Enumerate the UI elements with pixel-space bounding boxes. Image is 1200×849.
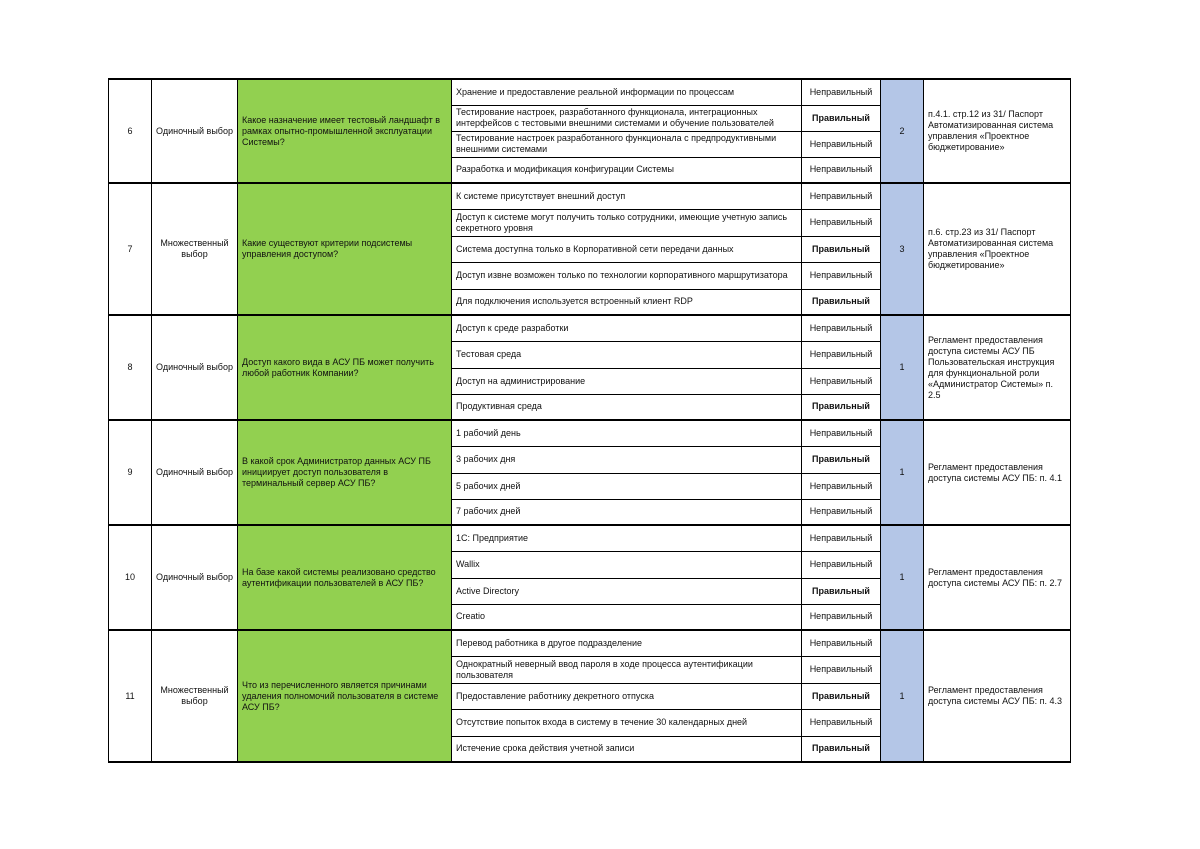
question-text: В какой срок Администратор данных АСУ ПБ инициирует доступ пользователя в терминальный сервер АСУ ПБ? (238, 420, 452, 525)
question-type: Множественный выбор (152, 183, 238, 315)
answer-result: Неправильный (802, 157, 881, 183)
answer-result: Неправильный (802, 656, 881, 683)
answer-text: Active Directory (452, 578, 802, 604)
question-type: Одиночный выбор (152, 420, 238, 525)
answer-text: Creatio (452, 604, 802, 630)
answer-text: 7 рабочих дней (452, 499, 802, 525)
question-number: 7 (109, 183, 152, 315)
answer-result: Неправильный (802, 630, 881, 656)
answer-text: 5 рабочих дней (452, 473, 802, 499)
question-number: 11 (109, 630, 152, 762)
answer-result: Неправильный (802, 604, 881, 630)
answer-result: Неправильный (802, 551, 881, 578)
correct-count: 3 (881, 183, 924, 315)
answer-text: Доступ извне возможен только по технологии корпоративного маршрутизатора (452, 262, 802, 289)
question-text: Какое назначение имеет тестовый ландшафт в рамках опытно-промышленной эксплуатации Системы? (238, 79, 452, 183)
answer-text: Тестовая среда (452, 341, 802, 368)
answer-result: Неправильный (802, 315, 881, 341)
answer-result: Неправильный (802, 368, 881, 394)
question-number: 6 (109, 79, 152, 183)
answer-result: Правильный (802, 289, 881, 315)
correct-count: 1 (881, 630, 924, 762)
answer-result: Неправильный (802, 262, 881, 289)
question-source: Регламент предоставления доступа системы АСУ ПБ: п. 2.7 (924, 525, 1071, 630)
answer-result: Неправильный (802, 525, 881, 551)
answer-text: Доступ к среде разработки (452, 315, 802, 341)
question-number: 10 (109, 525, 152, 630)
question-type: Множественный выбор (152, 630, 238, 762)
answer-text: Тестирование настроек разработанного функционала с предпродуктивными внешними системами (452, 131, 802, 157)
question-source: Регламент предоставления доступа системы АСУ ПБ Пользовательская инструкция для функциональной роли «Администратор Системы» п. 2.5 (924, 315, 1071, 420)
answer-result: Правильный (802, 736, 881, 762)
answer-result: Правильный (802, 683, 881, 709)
answer-result: Неправильный (802, 79, 881, 105)
answer-row (109, 315, 1071, 341)
correct-count: 1 (881, 315, 924, 420)
answer-text: Для подключения используется встроенный клиент RDP (452, 289, 802, 315)
answer-text: Перевод работника в другое подразделение (452, 630, 802, 656)
question-text: Доступ какого вида в АСУ ПБ может получить любой работник Компании? (238, 315, 452, 420)
answer-result: Неправильный (802, 341, 881, 368)
question-source: Регламент предоставления доступа системы АСУ ПБ: п. 4.3 (924, 630, 1071, 762)
question-type: Одиночный выбор (152, 79, 238, 183)
question-source: п.4.1. стр.12 из 31/ Паспорт Автоматизированная система управления «Проектное бюджетирование» (924, 79, 1071, 183)
question-text: Какие существуют критерии подсистемы управления доступом? (238, 183, 452, 315)
answer-text: 1С: Предприятие (452, 525, 802, 551)
answer-row (109, 183, 1071, 209)
answer-result: Правильный (802, 446, 881, 473)
question-number: 9 (109, 420, 152, 525)
answer-result: Неправильный (802, 183, 881, 209)
answer-text: Доступ на администрирование (452, 368, 802, 394)
question-type: Одиночный выбор (152, 525, 238, 630)
answer-result: Правильный (802, 394, 881, 420)
answer-result: Неправильный (802, 709, 881, 736)
correct-count: 1 (881, 420, 924, 525)
answer-text: Тестирование настроек, разработанного функционала, интеграционных интерфейсов с тестовыми внешними системами и обучение пользователей (452, 105, 802, 131)
answer-row (109, 420, 1071, 446)
correct-count: 1 (881, 525, 924, 630)
answer-text: Wallix (452, 551, 802, 578)
answer-text: К системе присутствует внешний доступ (452, 183, 802, 209)
answer-text: Истечение срока действия учетной записи (452, 736, 802, 762)
correct-count: 2 (881, 79, 924, 183)
answer-text: Доступ к системе могут получить только сотрудники, имеющие учетную запись секретного уровня (452, 209, 802, 236)
answer-result: Неправильный (802, 131, 881, 157)
answer-text: 3 рабочих дня (452, 446, 802, 473)
question-text: На базе какой системы реализовано средство аутентификации пользователей в АСУ ПБ? (238, 525, 452, 630)
question-source: Регламент предоставления доступа системы АСУ ПБ: п. 4.1 (924, 420, 1071, 525)
answer-text: Однократный неверный ввод пароля в ходе процесса аутентификации пользователя (452, 656, 802, 683)
answer-text: Продуктивная среда (452, 394, 802, 420)
question-source: п.6. стр.23 из 31/ Паспорт Автоматизированная система управления «Проектное бюджетирование» (924, 183, 1071, 315)
answer-result: Неправильный (802, 420, 881, 446)
answer-result: Правильный (802, 236, 881, 262)
questions-table (108, 78, 1071, 763)
answer-text: Хранение и предоставление реальной информации по процессам (452, 79, 802, 105)
answer-result: Неправильный (802, 209, 881, 236)
answer-text: Отсутствие попыток входа в систему в течение 30 календарных дней (452, 709, 802, 736)
question-text: Что из перечисленного является причинами удаления полномочий пользователя в системе АСУ ПБ? (238, 630, 452, 762)
question-number: 8 (109, 315, 152, 420)
answer-row (109, 79, 1071, 105)
answer-row (109, 525, 1071, 551)
answer-text: Система доступна только в Корпоративной сети передачи данных (452, 236, 802, 262)
answer-text: Предоставление работнику декретного отпуска (452, 683, 802, 709)
answer-text: 1 рабочий день (452, 420, 802, 446)
answer-result: Правильный (802, 105, 881, 131)
answer-result: Правильный (802, 578, 881, 604)
answer-result: Неправильный (802, 499, 881, 525)
question-type: Одиночный выбор (152, 315, 238, 420)
answer-row (109, 630, 1071, 656)
answer-result: Неправильный (802, 473, 881, 499)
answer-text: Разработка и модификация конфигурации Системы (452, 157, 802, 183)
